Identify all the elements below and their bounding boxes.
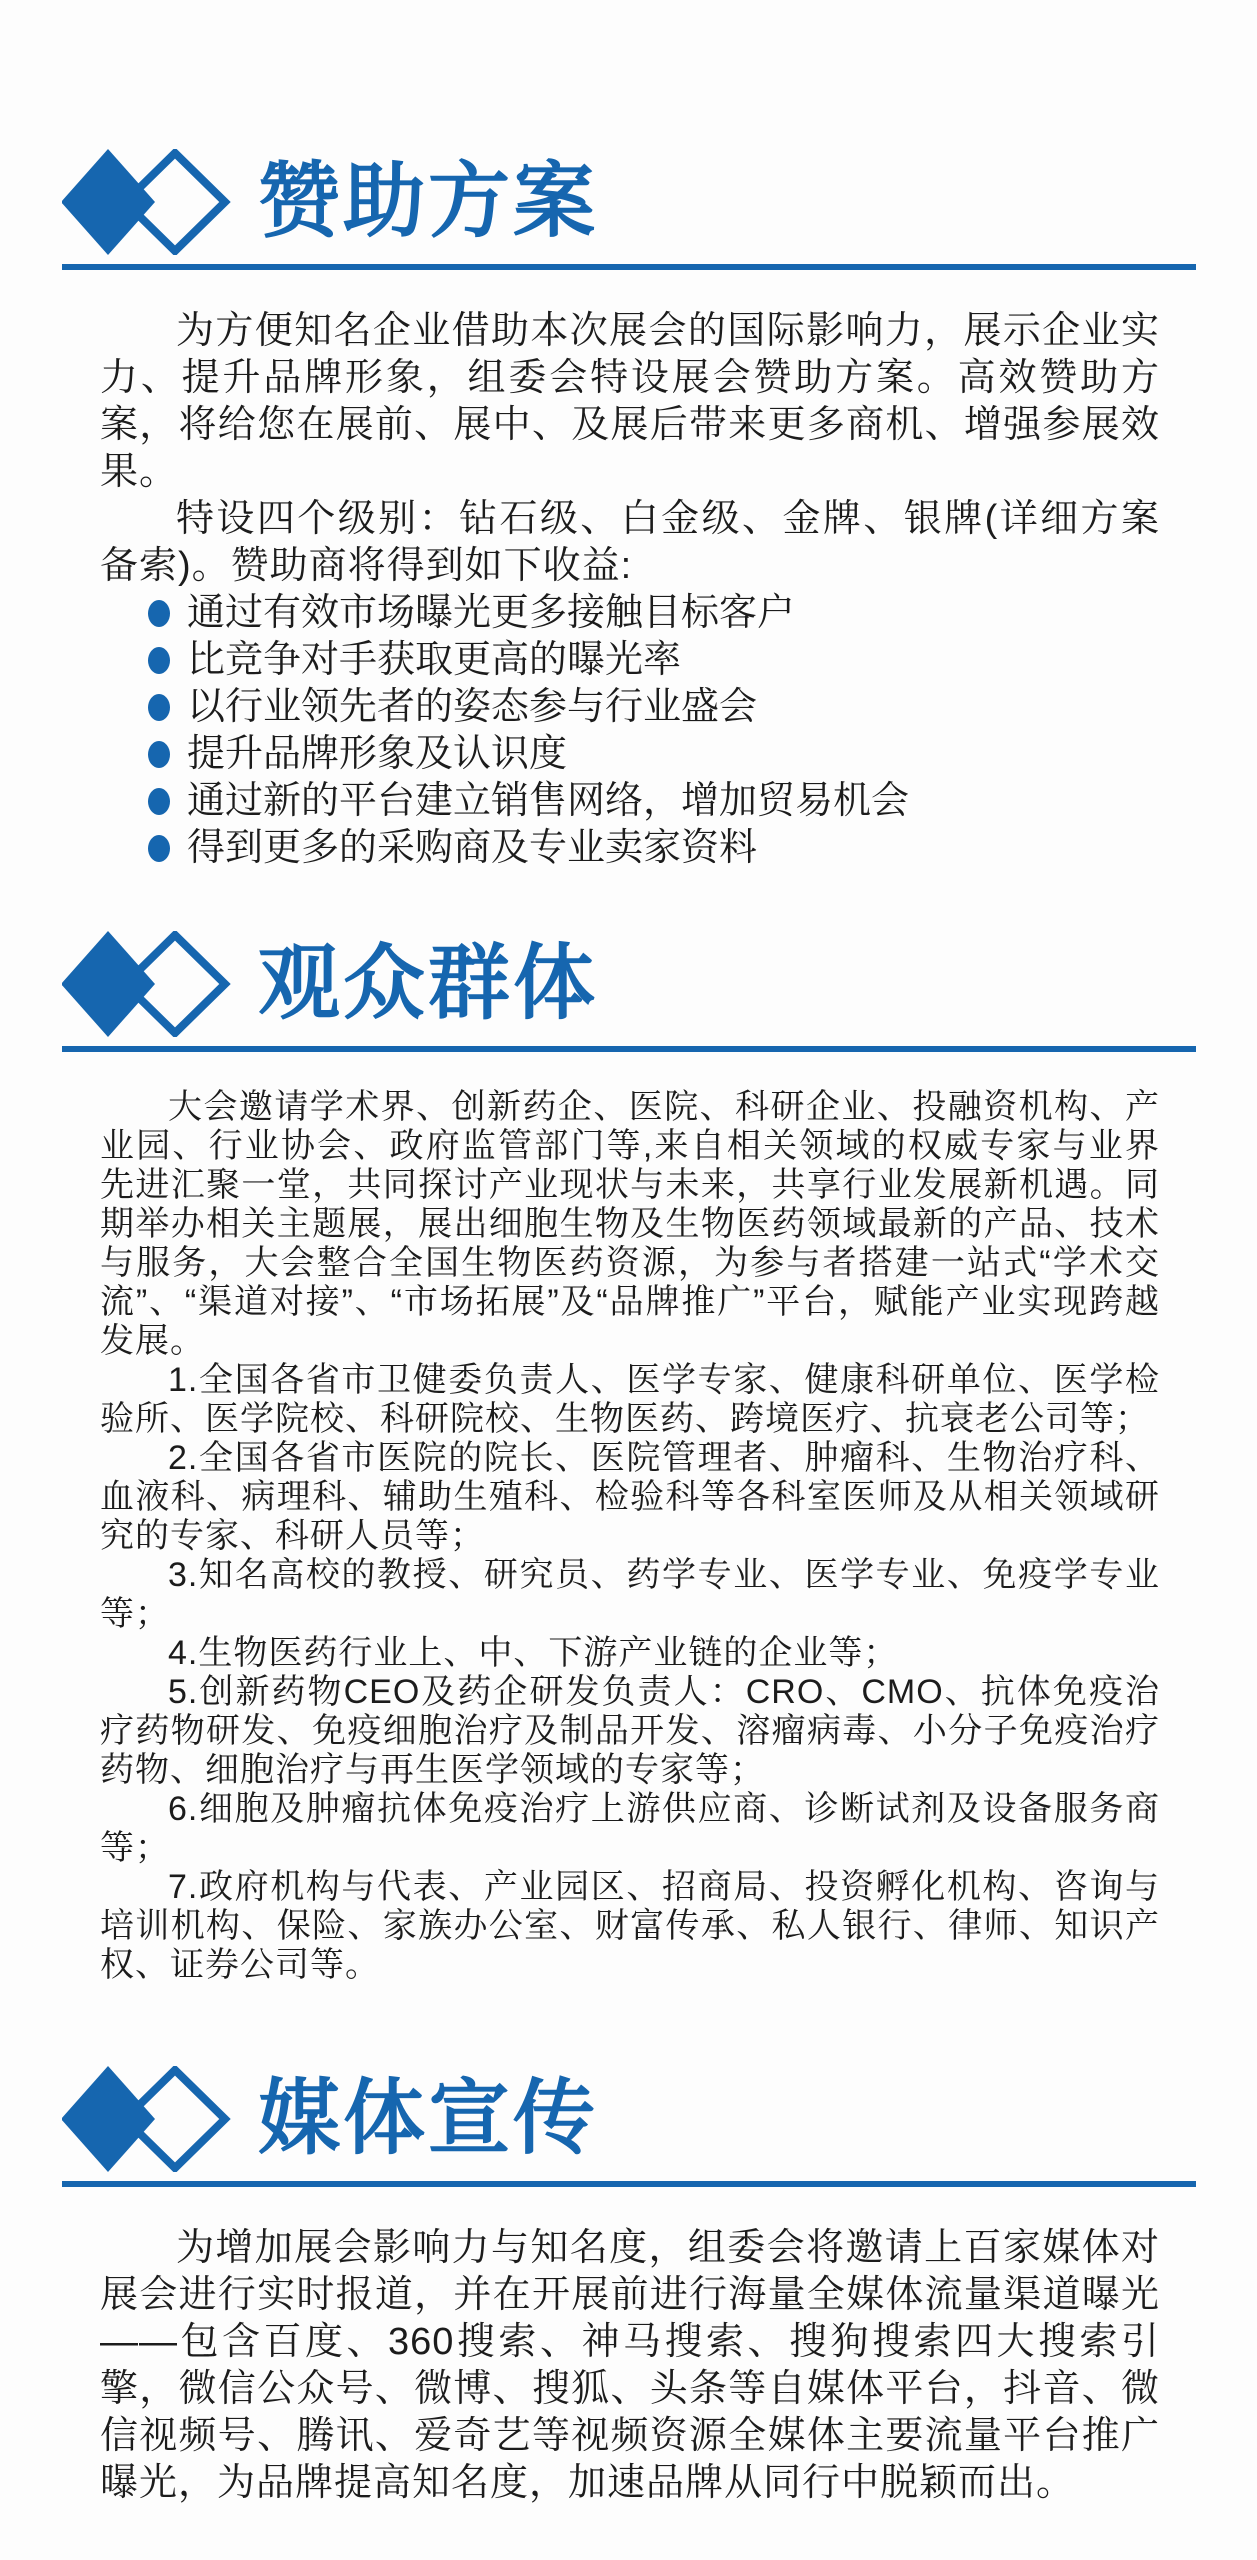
- list-item-text: 比竞争对手获取更高的曝光率: [187, 639, 682, 681]
- bullet-dot-icon: [148, 741, 170, 768]
- numbered-item: 1.全国各省市卫健委负责人、医学专家、健康科研单位、医学检验所、医学院校、科研院校、生物医药、跨境医疗、抗衰老公司等；: [100, 1361, 1160, 1438]
- list-item-text: 提升品牌形象及认识度: [187, 733, 568, 775]
- section-divider: [62, 264, 1196, 270]
- section-title: 观众群体: [258, 938, 599, 1029]
- double-diamond-icon: [62, 931, 232, 1037]
- numbered-item: 7.政府机构与代表、产业园区、招商局、投资孵化机构、咨询与培训机构、保险、家族办公室、财富传承、私人银行、律师、知识产权、证券公司等。: [100, 1868, 1160, 1984]
- list-item-text: 以行业领先者的姿态参与行业盛会: [187, 686, 758, 728]
- paragraph: 大会邀请学术界、创新药企、医院、科研企业、投融资机构、产业园、行业协会、政府监管部门等,来自相关领域的权威专家与业界先进汇聚一堂，共同探讨产业现状与未来，共享行业发展新机遇。同期举办相关主题展，展出细胞生物及生物医药领域最新的产品、技术与服务，大会整合全国生物医药资源，为参与者搭建一站式“学术交流”、“渠道对接”、“市场拓展”及“品牌推广”平台，赋能产业实现跨越发展。: [100, 1088, 1160, 1360]
- section-audience-header: [62, 930, 1195, 1038]
- section-audience: [0, 930, 1257, 1985]
- list-item: [148, 731, 1160, 778]
- paragraph: 为方便知名企业借助本次展会的国际影响力，展示企业实力、提升品牌形象，组委会特设展会赞助方案。高效赞助方案，将给您在展前、展中、及展后带来更多商机、增强参展效果。: [100, 310, 1160, 493]
- section-sponsorship-body: [100, 308, 1160, 590]
- bullet-dot-icon: [148, 694, 170, 721]
- section-media-header: [62, 2065, 1195, 2173]
- list-item: [148, 778, 1160, 825]
- bullet-dot-icon: [148, 835, 170, 862]
- numbered-item: 5.创新药物CEO及药企研发负责人：CRO、CMO、抗体免疫治疗药物研发、免疫细胞治疗及制品开发、溶瘤病毒、小分子免疫治疗药物、细胞治疗与再生医学领域的专家等；: [100, 1673, 1160, 1789]
- list-item: [148, 590, 1160, 637]
- list-item: [148, 825, 1160, 872]
- list-item-text: 得到更多的采购商及专业卖家资料: [187, 827, 758, 869]
- double-diamond-icon: [62, 2066, 232, 2172]
- paragraph: 为增加展会影响力与知名度，组委会将邀请上百家媒体对展会进行实时报道，并在开展前进行海量全媒体流量渠道曝光——包含百度、360搜索、神马搜索、搜狗搜索四大搜索引擎，微信公众号、微博、搜狐、头条等自媒体平台，抖音、微信视频号、腾讯、爱奇艺等视频资源全媒体主要流量平台推广曝光，为品牌提高知名度，加速品牌从同行中脱颖而出。: [100, 2227, 1160, 2504]
- numbered-item: 6.细胞及肿瘤抗体免疫治疗上游供应商、诊断试剂及设备服务商等；: [100, 1790, 1160, 1867]
- double-diamond-icon: [62, 149, 232, 255]
- section-audience-body: [100, 1088, 1160, 1985]
- section-sponsorship-header: [62, 148, 1195, 256]
- list-item-text: 通过新的平台建立销售网络，增加贸易机会: [187, 780, 910, 822]
- paragraph: 特设四个级别：钻石级、白金级、金牌、银牌(详细方案备索)。赞助商将得到如下收益:: [100, 498, 1160, 587]
- section-media-body: [100, 2225, 1160, 2507]
- section-divider: [62, 1046, 1196, 1052]
- section-title: 媒体宣传: [258, 2073, 599, 2164]
- bullet-dot-icon: [148, 600, 170, 627]
- bullet-dot-icon: [148, 788, 170, 815]
- section-sponsorship: [0, 148, 1257, 872]
- list-item: [148, 684, 1160, 731]
- numbered-item: 2.全国各省市医院的院长、医院管理者、肿瘤科、生物治疗科、血液科、病理科、辅助生殖科、检验科等各科室医师及从相关领域研究的专家、科研人员等；: [100, 1439, 1160, 1555]
- section-title: 赞助方案: [258, 156, 599, 247]
- bullet-dot-icon: [148, 647, 170, 674]
- section-divider: [62, 2181, 1196, 2187]
- list-item: [148, 637, 1160, 684]
- section-media: [0, 2065, 1257, 2507]
- numbered-item: 4.生物医药行业上、中、下游产业链的企业等；: [168, 1634, 899, 1672]
- numbered-item: 3.知名高校的教授、研究员、药学专业、医学专业、免疫学专业等；: [100, 1556, 1160, 1633]
- list-item-text: 通过有效市场曝光更多接触目标客户: [187, 592, 796, 634]
- benefit-list: [148, 590, 1160, 872]
